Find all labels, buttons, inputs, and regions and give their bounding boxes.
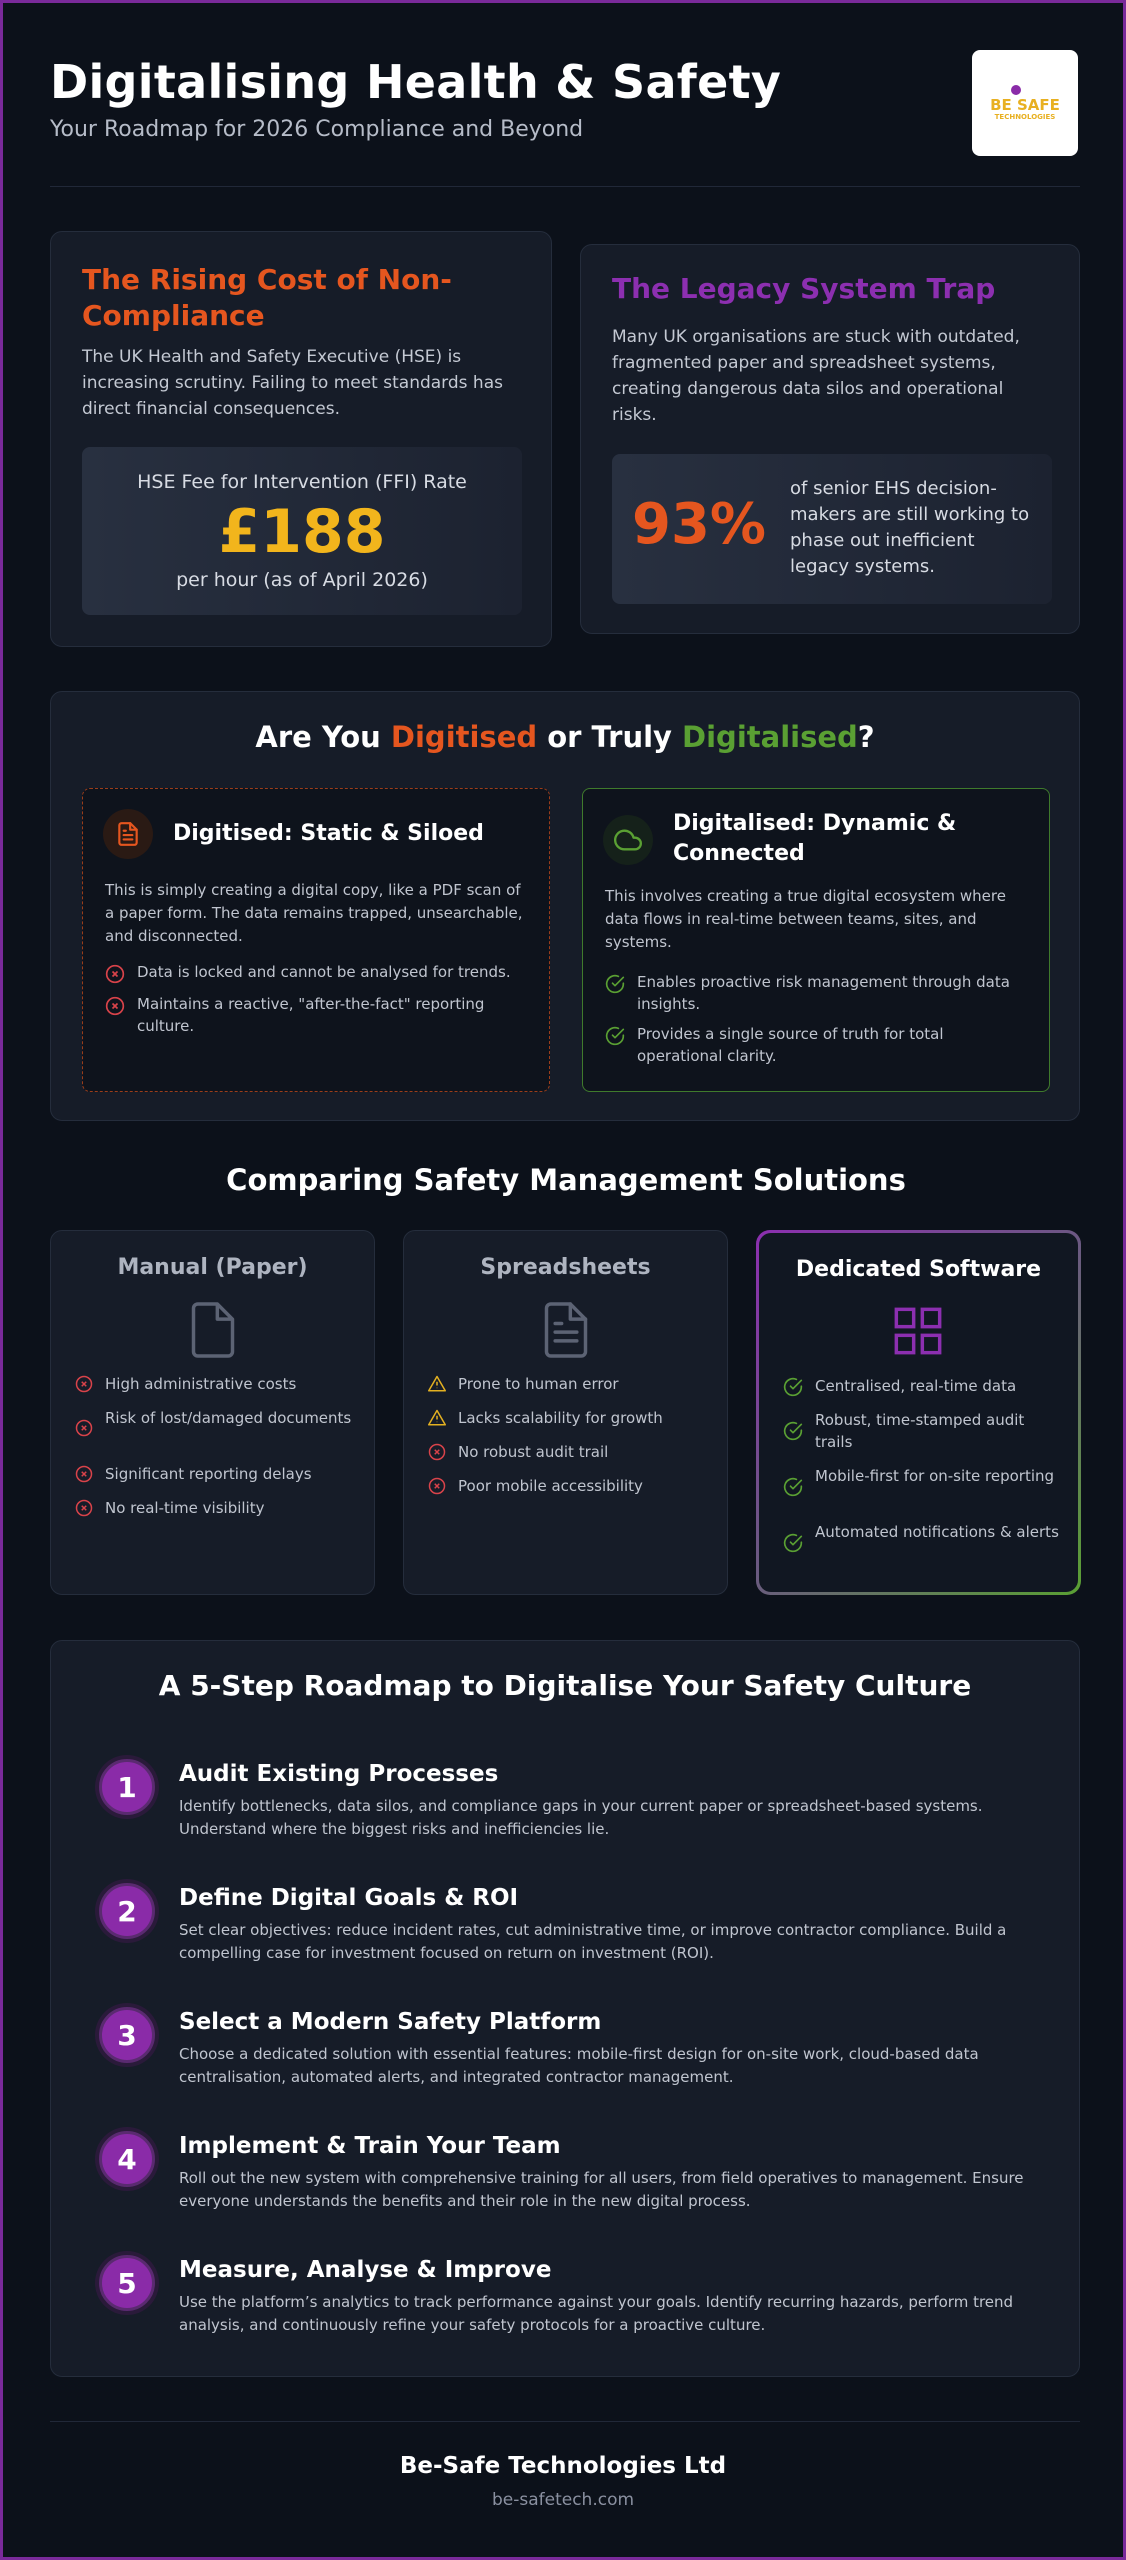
manual-point: Risk of lost/damaged documents: [75, 1407, 355, 1437]
legacy-stat-caption: of senior EHS decision-makers are still working to phase out inefficient legacy systems.: [790, 478, 1030, 577]
software-title: Dedicated Software: [795, 1257, 1042, 1282]
step-description: Use the platform’s analytics to track performance against your goals. Identify recurring hazards, perform trend analysis, and continuously refine your safety protocols for a proactive culture.: [179, 2293, 1014, 2334]
manual-card: [50, 1230, 375, 1595]
digitalised-point: Enables proactive risk management through data insights.: [605, 971, 1029, 1015]
digitised-card: [82, 788, 550, 1092]
grid-icon: [892, 1305, 944, 1361]
company-logo: [972, 50, 1078, 156]
footer-company: Be-Safe Technologies Ltd: [399, 2453, 727, 2479]
digitalised-point: Provides a single source of truth for total operational clarity.: [605, 1023, 1029, 1067]
x-circle-icon: [428, 1443, 446, 1461]
step-description: Choose a dedicated solution with essential features: mobile-first design for on-site work, cloud-based data centralisation, automated alerts, and integrated contractor management.: [179, 2045, 979, 2086]
x-circle-icon: [75, 1465, 93, 1483]
logo-subtext: TECHNOLOGIES: [994, 112, 1056, 121]
step-description: Set clear objectives: reduce incident rates, cut administrative time, or improve contractor compliance. Build a compelling case for investment focused on return on investment (ROI).: [179, 1921, 1007, 1962]
legacy-stat-box: [612, 454, 1052, 604]
step-description: Identify bottlenecks, data silos, and compliance gaps in your current paper or spreadsheet-based systems. Understand where the biggest risks and inefficiencies lie.: [179, 1797, 983, 1838]
title-middle: or Truly: [537, 720, 683, 754]
step-description: Roll out the new system with comprehensive training for all users, from field operatives to management. Ensure everyone understands the benefits and their role in the new digital process.: [179, 2169, 1024, 2210]
check-circle-icon: [783, 1477, 803, 1497]
title-digitalised: Digitalised: [682, 720, 858, 754]
manual-title: Manual (Paper): [117, 1255, 308, 1280]
x-circle-icon: [75, 1499, 93, 1517]
spreadsheets-point: Poor mobile accessibility: [428, 1475, 708, 1497]
manual-point: Significant reporting delays: [75, 1463, 355, 1485]
digitalised-card: [582, 788, 1050, 1092]
document-icon: [540, 1301, 592, 1363]
step-number: 2: [99, 1883, 155, 1939]
step-title: Audit Existing Processes: [179, 1761, 499, 1787]
ffi-caption: per hour (as of April 2026): [176, 569, 428, 591]
ffi-label: HSE Fee for Intervention (FFI) Rate: [137, 471, 467, 493]
manual-point: No real-time visibility: [75, 1497, 355, 1519]
digitised-section-title: [51, 720, 1079, 754]
title-digitised: Digitised: [390, 720, 538, 754]
step-number: 4: [99, 2131, 155, 2187]
digitalised-card-body: This involves creating a true digital ecosystem where data flows in real-time between teams, sites, and systems.: [605, 887, 1006, 951]
logo-mark-icon: [1011, 85, 1021, 95]
warning-icon: [428, 1375, 446, 1393]
check-circle-icon: [605, 1026, 625, 1046]
step-number: 3: [99, 2007, 155, 2063]
x-circle-icon: [428, 1477, 446, 1495]
step-title: Define Digital Goals & ROI: [179, 1885, 519, 1911]
legacy-card: [580, 244, 1080, 634]
step-title: Implement & Train Your Team: [179, 2133, 561, 2159]
software-point: Automated notifications & alerts: [783, 1521, 1063, 1553]
software-card: [759, 1233, 1078, 1592]
solutions-title: Comparing Safety Management Solutions: [226, 1163, 906, 1197]
digitised-point: Data is locked and cannot be analysed for trends.: [105, 961, 529, 984]
header-divider: [50, 186, 1080, 187]
roadmap-title: A 5-Step Roadmap to Digitalise Your Safety Culture: [158, 1669, 972, 1702]
check-circle-icon: [605, 974, 625, 994]
page-title: Digitalising Health & Safety: [50, 55, 782, 109]
roadmap-section: [50, 1640, 1080, 2377]
document-icon: [103, 809, 153, 859]
step-title: Select a Modern Safety Platform: [179, 2009, 602, 2035]
software-point: Robust, time-stamped audit trails: [783, 1409, 1063, 1453]
digitalised-card-title: Digitalised: Dynamic & Connected: [673, 811, 957, 866]
spreadsheets-title: Spreadsheets: [480, 1255, 651, 1280]
spreadsheets-warning: Lacks scalability for growth: [428, 1407, 708, 1429]
cloud-icon: [603, 815, 653, 865]
software-card-border: [756, 1230, 1081, 1595]
title-suffix: ?: [857, 720, 875, 754]
header: [50, 55, 781, 142]
ffi-stat-box: [82, 447, 522, 615]
cost-card: [50, 231, 552, 647]
check-circle-icon: [783, 1421, 803, 1441]
manual-point: High administrative costs: [75, 1373, 355, 1395]
legacy-card-body: Many UK organisations are stuck with outdated, fragmented paper and spreadsheet systems, creating dangerous data silos and operational risks.: [612, 327, 1020, 425]
spreadsheets-point: No robust audit trail: [428, 1441, 708, 1463]
digitised-section: [50, 691, 1080, 1121]
software-point: Centralised, real-time data: [783, 1375, 1063, 1397]
cost-card-title: The Rising Cost of Non-Compliance: [82, 263, 452, 332]
legacy-stat-value: 93%: [632, 492, 767, 557]
title-prefix: Are You: [255, 720, 391, 754]
digitised-card-body: This is simply creating a digital copy, like a PDF scan of a paper form. The data remains trapped, unsearchable, and disconnected.: [105, 881, 523, 945]
software-point: Mobile-first for on-site reporting: [783, 1465, 1063, 1497]
page-subtitle: Your Roadmap for 2026 Compliance and Beyond: [50, 117, 584, 142]
x-circle-icon: [105, 964, 125, 984]
x-circle-icon: [75, 1375, 93, 1393]
step-title: Measure, Analyse & Improve: [179, 2257, 552, 2283]
cost-card-body: The UK Health and Safety Executive (HSE) is increasing scrutiny. Failing to meet standards has direct financial consequences.: [82, 347, 503, 419]
check-circle-icon: [783, 1533, 803, 1553]
step-number: 1: [99, 1759, 155, 1815]
digitised-card-title: Digitised: Static & Siloed: [173, 821, 484, 846]
footer-url: be-safetech.com: [491, 2490, 635, 2510]
digitised-point: Maintains a reactive, "after-the-fact" reporting culture.: [105, 993, 529, 1037]
x-circle-icon: [105, 996, 125, 1016]
file-icon: [187, 1301, 239, 1363]
step-number: 5: [99, 2255, 155, 2311]
check-circle-icon: [783, 1377, 803, 1397]
spreadsheets-card: [403, 1230, 728, 1595]
warning-icon: [428, 1409, 446, 1427]
logo-text: BE SAFE: [990, 95, 1060, 114]
x-circle-icon: [75, 1419, 93, 1437]
ffi-value: £188: [218, 497, 386, 567]
spreadsheets-warning: Prone to human error: [428, 1373, 708, 1395]
footer-divider: [50, 2421, 1080, 2422]
legacy-card-title: The Legacy System Trap: [612, 272, 996, 305]
